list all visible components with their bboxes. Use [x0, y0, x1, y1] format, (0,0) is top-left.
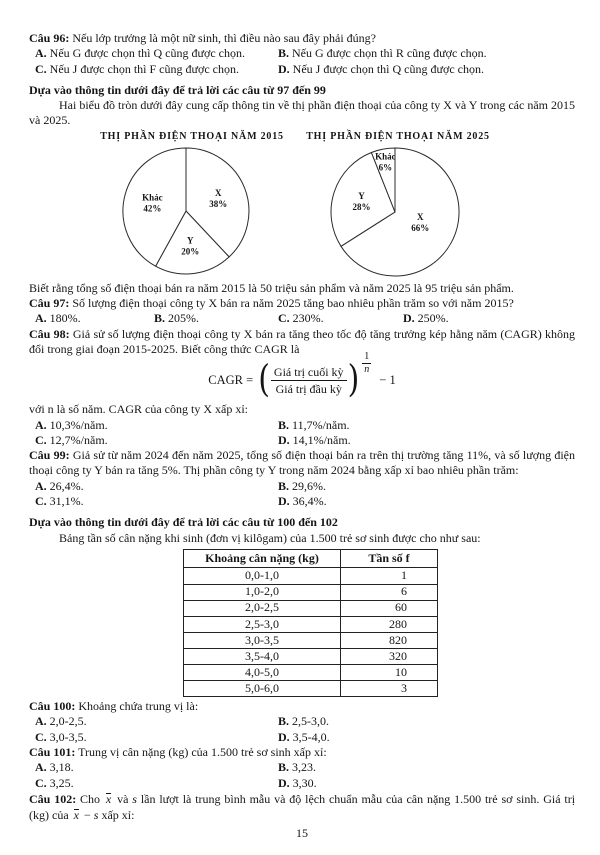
pie-label-Khác: Khác 42% — [142, 192, 163, 214]
weight-range-cell: 3,0-3,5 — [184, 632, 341, 648]
q99-option-B: B. 29,6%. — [278, 478, 327, 493]
q97-option-D: D. 250%. — [403, 311, 449, 326]
pie-chart-2025 — [286, 131, 510, 280]
weight-range-cell: 2,5-3,0 — [184, 616, 341, 632]
q96-option-D: D. Nếu J được chọn thì Q cũng được chọn. — [278, 61, 484, 76]
frequency-table-header-range: Khoảng cân nặng (kg) — [184, 549, 341, 568]
q99-option-A: A. 26,4%. — [35, 478, 84, 493]
q100-option-A: A. 2,0-2,5. — [35, 714, 87, 729]
pie-label-X: X 66% — [411, 211, 430, 233]
section-97-99-heading: Dựa vào thông tin dưới đây để trả lời các câu từ 97 đến 99 — [29, 82, 326, 97]
frequency-cell: 60 — [341, 600, 438, 616]
table-row — [184, 568, 438, 584]
cagr-formula — [29, 350, 575, 402]
q98-option-B: B. 11,7%/năm. — [278, 417, 350, 432]
section-97-99-intro: Hai biểu đồ tròn dưới đây cung cấp thông tin về thị phần điện thoại của công ty X và Y trong các năm 2015 và 2025. — [29, 98, 575, 128]
table-row — [184, 616, 438, 632]
q98-option-A: A. 10,3%/năm. — [35, 417, 108, 432]
frequency-table-header-row — [184, 549, 438, 568]
s-symbol: s — [132, 791, 137, 806]
frequency-cell: 820 — [341, 632, 438, 648]
q101-option-A: A. 3,18. — [35, 760, 74, 775]
pie-label-Khác: Khác 6% — [375, 151, 396, 173]
q101-options — [29, 760, 575, 791]
q102-text: Câu 102: Cho x và s lần lượt là trung bình mẫu và độ lệch chuẩn mẫu của cân nặng 1.500 trẻ sơ sinh. Giá trị (kg) của x − s xấp xỉ: — [29, 791, 576, 822]
q97-text: Câu 97: Số lượng điện thoại công ty X bán ra năm 2025 tăng bao nhiêu phần trăm so với năm 2015? — [29, 296, 514, 311]
frequency-cell: 6 — [341, 584, 438, 600]
charts-note: Biết rằng tổng số điện thoại bán ra năm 2015 là 50 triệu sản phẩm và năm 2025 là 95 triệu sản phẩm. — [29, 280, 514, 295]
q97-option-A: A. 180%. — [35, 311, 81, 326]
pie-chart-2015-svg — [66, 146, 318, 280]
x-bar-symbol: x — [73, 807, 79, 822]
section-100-102-intro: Bảng tần số cân nặng khi sinh (đơn vị kilôgam) của 1.500 trẻ sơ sinh được cho như sau: — [59, 530, 481, 545]
pie-charts-row — [29, 131, 575, 281]
frequency-cell: 1 — [341, 568, 438, 584]
q99-text: Câu 99: Giả sử từ năm 2024 đến năm 2025, tổng số điện thoại bán ra trên thị trường tăng 11%, và số lượng điện thoại công ty Y bán ra tăng 5%. Thị phần công ty Y trong năm 2024 bằng xấp xỉ bao nhiêu phần trăm: — [29, 448, 575, 478]
table-row — [184, 648, 438, 664]
q99-label: Câu 99: — [29, 448, 70, 463]
q98-options — [29, 418, 575, 449]
weight-range-cell: 5,0-6,0 — [184, 681, 341, 697]
formula-exp-denominator: n — [364, 363, 370, 375]
formula-tail: − 1 — [379, 372, 396, 387]
table-row — [184, 584, 438, 600]
weight-range-cell: 3,5-4,0 — [184, 648, 341, 664]
formula-fraction — [271, 365, 347, 396]
pie-chart-2015-title: THỊ PHẦN ĐIỆN THOẠI NĂM 2015 — [100, 130, 284, 142]
q96-option-B: B. Nếu G được chọn thì R cũng được chọn. — [278, 46, 487, 61]
frequency-cell: 3 — [341, 681, 438, 697]
table-row — [184, 600, 438, 616]
q101-option-D: D. 3,30. — [278, 775, 317, 790]
weight-range-cell: 4,0-5,0 — [184, 665, 341, 681]
formula-numerator: Giá trị cuối kỳ — [271, 365, 347, 381]
q97-option-B: B. 205%. — [154, 311, 200, 326]
q100-option-B: B. 2,5-3,0. — [278, 714, 330, 729]
q96-text: Câu 96: Nếu lớp trưởng là một nữ sinh, thì điều nào sau đây phải đúng? — [29, 31, 376, 45]
weight-range-cell: 2,0-2,5 — [184, 600, 341, 616]
formula-close-paren: ) — [347, 357, 360, 402]
q98-after-text: với n là số năm. CAGR của công ty X xấp xỉ: — [29, 402, 248, 417]
q101-option-C: C. 3,25. — [35, 775, 74, 790]
table-row — [184, 681, 438, 697]
q100-text: Câu 100: Khoảng chứa trung vị là: — [29, 699, 199, 714]
formula-lhs: CAGR = — [208, 372, 254, 387]
pie-chart-2025-svg — [286, 146, 510, 280]
q99-options — [29, 479, 575, 510]
frequency-cell: 280 — [341, 616, 438, 632]
x-bar-symbol: x — [105, 791, 112, 806]
q100-option-D: D. 3,5-4,0. — [278, 729, 330, 744]
frequency-table-header-freq: Tần số f — [341, 549, 438, 568]
q101-option-B: B. 3,23. — [278, 760, 317, 775]
formula-denominator: Giá trị đầu kỳ — [275, 381, 342, 396]
q101-text: Câu 101: Trung vị cân nặng (kg) của 1.500 trẻ sơ sinh xấp xỉ: — [29, 745, 327, 760]
frequency-cell: 10 — [341, 665, 438, 681]
q98-text: Câu 98: Giả sử số lượng điện thoại công ty X bán ra tăng theo tốc độ tăng trưởng kép hằng năm (CAGR) không đổi trong giai đoạn 2015-2025. Biết công thức CAGR là — [29, 326, 576, 356]
pie-chart-2015 — [66, 131, 318, 280]
weight-range-cell: 1,0-2,0 — [184, 584, 341, 600]
frequency-table — [183, 549, 438, 697]
q98-label: Câu 98: — [29, 326, 70, 341]
q98-option-C: C. 12,7%/năm. — [35, 432, 108, 447]
s-symbol: s — [93, 807, 99, 822]
pie-label-X: X 38% — [209, 187, 228, 209]
q99-option-C: C. 31,1%. — [35, 494, 84, 509]
q101-label: Câu 101: — [29, 745, 76, 760]
minus-sign: − — [83, 807, 91, 822]
q97-options — [29, 311, 575, 326]
q96-option-A: A. Nếu G được chọn thì Q cũng được chọn. — [35, 46, 245, 61]
table-row — [184, 632, 438, 648]
q96-label: Câu 96: — [29, 31, 70, 45]
q100-options — [29, 714, 575, 745]
q96-option-C: C. Nếu J được chọn thì F cũng được chọn. — [35, 61, 240, 76]
q102-label: Câu 102: — [29, 791, 77, 806]
pie-chart-2025-title: THỊ PHẦN ĐIỆN THOẠI NĂM 2025 — [306, 130, 490, 142]
section-100-102-heading: Dựa vào thông tin dưới đây để trả lời các câu từ 100 đến 102 — [29, 515, 338, 530]
frequency-cell: 320 — [341, 648, 438, 664]
q100-label: Câu 100: — [29, 699, 76, 714]
pie-label-Y: Y 28% — [352, 190, 371, 212]
table-row — [184, 665, 438, 681]
q98-option-D: D. 14,1%/năm. — [278, 432, 351, 447]
formula-exp-numerator: 1 — [364, 350, 370, 362]
page-number: 15 — [296, 825, 308, 840]
q100-option-C: C. 3,0-3,5. — [35, 729, 87, 744]
q99-option-D: D. 36,4%. — [278, 494, 327, 509]
q96-options — [29, 46, 575, 77]
formula-exponent — [362, 352, 371, 375]
q97-option-C: C. 230%. — [278, 311, 324, 326]
pie-label-Y: Y 20% — [181, 235, 200, 257]
q97-label: Câu 97: — [29, 296, 70, 311]
formula-open-paren: ( — [258, 357, 270, 402]
weight-range-cell: 0,0-1,0 — [184, 568, 341, 584]
